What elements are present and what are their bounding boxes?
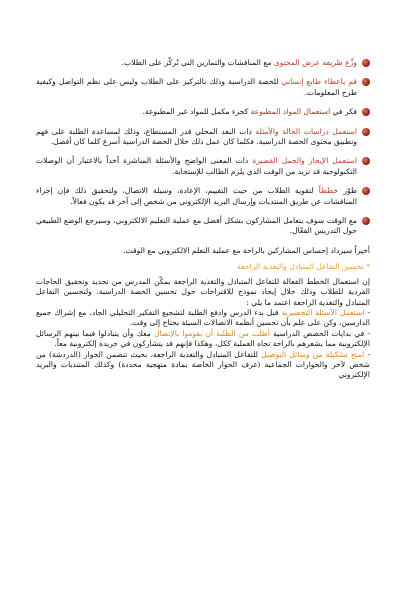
tip-text: معك وأن يتبادلوا فيما بينهم الرسائل الإلكترونية مما يشعرهم بالراحة تجاه العملية ككل، وهكذا فإنهم قد يتشاركون في جريدة إلكترونية معاً. [36,328,370,349]
tips-list [36,58,370,237]
bullet-text: للحصة الدراسية وذلك بالتركيز على الطلاب وليس على نظم التواصل وكيفية طرح المعلومات. [36,77,357,97]
tip-highlight: استعمل الأسئلة التحضيرية [281,307,365,317]
bullet-keyword: استعمال المواد المطبوعة [250,107,331,117]
section-heading: * تحسين التفاعل المتبادل والتغذية الراجعة [237,262,370,272]
bullet-text: لتقوية الطلاب من حيث التقييم، الإعادة، وسيلة الاتصال، ولتحقيق ذلك فإن إجراء المناقشات عن طريق المنتديات وإرسال البريد الإلكتروني من شخص إلى آخر قد يكون فعالاً. [36,186,357,206]
bullet-icon [362,128,370,136]
tip-prefix: - [364,307,370,317]
list-item [36,156,370,177]
bullet-keyword: استعمل دراسات الحالة والأمثلة [255,126,357,136]
tip-text: قبل بدء الدرس وادفع الطلبة لتشجيع التفكير التحليلي الجاد، مع إشراك جميع الدارسين، وكن على علم بأن تحسين أنظمة الاتصالات السيئة يحتاج إلى وقت. [36,307,370,328]
bullet-keyword: وزِّع طريقة عرض المحتوى [273,58,357,67]
tip-paragraph [36,329,370,350]
bullet-text: مع المناقشات والتمارين التي تُركّز على الطلاب. [121,58,274,67]
list-item [36,58,370,68]
tip-highlight: أطلب من الطلبة أن يقوموا بالإتصال [153,328,270,338]
bullet-icon [362,108,370,116]
list-item [36,216,370,237]
bullet-icon [362,187,370,195]
list-item [36,127,370,148]
bullet-keyword: قم باعطاء طابع إنساني [281,77,358,87]
bullet-text: كجزء مكمل للمواد غير المطبوعة. [142,107,251,117]
bullet-text: مع الوقت سوف يتعامل المشاركون بشكل أفضل مع عملية التعليم الالكتروني، وسيرجع الوضع الطبيعي حول التدريس الفعّال. [36,216,357,236]
bullet-keyword: خططاً [318,186,339,196]
bullet-keyword: استعمل الإيجاز والجمل القصيرة [252,156,357,166]
tip-prefix: - [364,349,371,359]
tip-prefix: - في بدايات الحصص الدراسية [269,328,370,338]
tip-paragraph [36,350,370,381]
bullet-icon [362,217,370,225]
closing-paragraph: أخيراً سيزداد إحساس المشاركين بالراحة مع عملية التعلم الالكتروني مع الوقت. [123,245,370,255]
bullet-text: ذات المعنى الواضح والأسئلة المباشرة آخذاً بالاعتبار أن الوصلات التكنولوجية قد تزيد من الوقت الذي يلزم الطالب للإستجابة. [36,156,357,176]
list-item [36,77,370,98]
list-item [36,107,370,117]
intro-paragraph: إن استعمال الخطط الفعالة للتفاعل المتبادل والتغذية الراجعة يمكّن المدرس من تحديد وتحقيق الحاجات الفردية للطلاب وذلك خلال إيجاد نموذج للاقتراحات حول تحسين الحصة الدراسية. ولتحسين التفاعل المتبادل والتغذية الراجعة اعتمد ما يلي : [36,276,370,307]
bullet-icon [362,78,370,86]
bullet-icon [362,157,370,165]
bullet-icon [362,59,370,67]
bullet-text: ذات البعد المحلي قدر المستطاع، وذلك لمساعدة الطلبة على فهم وتطبيق محتوى الحصة الدراسية. فكلما كان عمل ذلك خلال الحصة الدراسية أسرع كلما كان أفضل. [36,126,357,147]
list-item [36,186,370,207]
tip-text: للتفاعل المتبادل والتغذية الراجعة، بحيث تتضمن الحوار (الدردشة) من شخص لآخر والحوارات الجماعية (غرف الحوار الخاصة بمادة منهجية محددة) وكذلك المنتديات والبريد الإلكتروني [36,349,370,380]
bullet-prefix: طوّر [338,186,357,196]
tip-paragraph [36,308,370,329]
tip-highlight: امنح تشكيلة من وسائل التوصيل [261,349,365,359]
bullet-prefix: فكر في [330,107,357,117]
